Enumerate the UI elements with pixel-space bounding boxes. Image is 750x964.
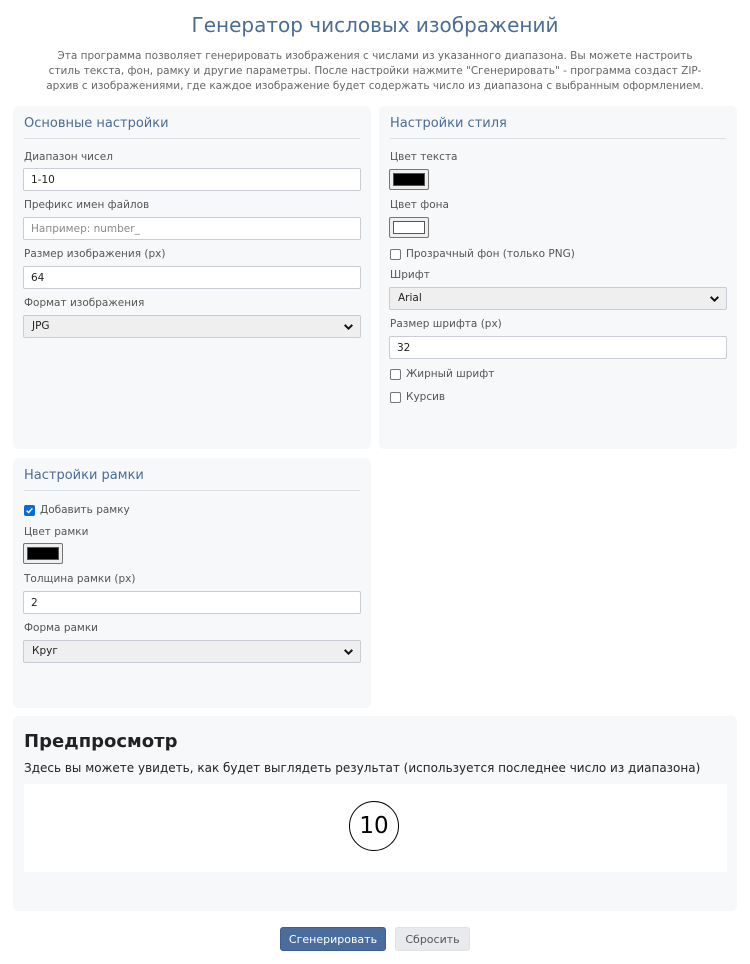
add-frame-option[interactable]	[24, 503, 130, 517]
chevron-down-icon	[708, 292, 721, 305]
bold-checkbox[interactable]	[390, 369, 401, 380]
intro-description: Эта программа позволяет генерировать изображения с числами из указанного диапазона. Вы можете настроить стиль текста, фон, рамку и другие параметры. После настройки нажмите "Сгенерировать" - программа создаст ZIP-архив с изображениями, где каждое изображение будет содержать число из диапазона с выбранным оформлением.	[46, 50, 704, 92]
text-color-label: Цвет текста	[390, 151, 458, 163]
format-select[interactable]	[23, 315, 361, 338]
preview-canvas	[24, 784, 727, 872]
shape-select[interactable]	[23, 640, 361, 663]
shape-select-value: Круг	[32, 645, 58, 657]
font-label: Шрифт	[390, 269, 430, 281]
text-color-swatch	[393, 173, 425, 186]
font-size-input[interactable]	[389, 336, 727, 359]
frame-settings-title: Настройки рамки	[24, 468, 360, 491]
add-frame-checkbox[interactable]	[24, 505, 35, 516]
font-select[interactable]	[389, 287, 727, 310]
add-frame-label: Добавить рамку	[40, 504, 130, 516]
style-settings-panel	[379, 106, 737, 449]
frame-color-picker[interactable]	[23, 543, 63, 564]
transparent-bg-option[interactable]	[390, 247, 575, 261]
basic-settings-title: Основные настройки	[24, 116, 360, 139]
size-input[interactable]	[23, 266, 361, 289]
shape-label: Форма рамки	[24, 622, 99, 634]
preview-number-image: 10	[349, 801, 399, 851]
frame-color-swatch	[27, 547, 59, 560]
italic-checkbox[interactable]	[390, 392, 401, 403]
page-title: Генератор числовых изображений	[191, 13, 559, 37]
format-label: Формат изображения	[24, 297, 145, 309]
text-color-picker[interactable]	[389, 169, 429, 190]
bg-color-swatch	[393, 221, 425, 234]
prefix-input[interactable]	[23, 217, 361, 240]
italic-label: Курсив	[406, 391, 446, 403]
thickness-label: Толщина рамки (px)	[24, 573, 136, 585]
prefix-label: Префикс имен файлов	[24, 199, 150, 211]
italic-option[interactable]	[390, 390, 445, 404]
font-select-value: Arial	[398, 292, 422, 304]
chevron-down-icon	[342, 645, 355, 658]
bg-color-picker[interactable]	[389, 217, 429, 238]
frame-settings-panel	[13, 458, 371, 708]
size-label: Размер изображения (px)	[24, 248, 166, 260]
basic-settings-panel	[13, 106, 371, 449]
checkmark-icon	[25, 506, 34, 515]
preview-panel	[13, 716, 737, 911]
thickness-input[interactable]	[23, 591, 361, 614]
font-size-label: Размер шрифта (px)	[390, 318, 502, 330]
transparent-bg-checkbox[interactable]	[390, 249, 401, 260]
preview-title: Предпросмотр	[24, 731, 178, 752]
bold-label: Жирный шрифт	[406, 368, 495, 380]
preview-description: Здесь вы можете увидеть, как будет выглядеть результат (используется последнее число из диапазона)	[24, 761, 701, 775]
range-input[interactable]	[23, 168, 361, 191]
range-label: Диапазон чисел	[24, 151, 113, 163]
chevron-down-icon	[342, 320, 355, 333]
style-settings-title: Настройки стиля	[390, 116, 726, 139]
transparent-bg-label: Прозрачный фон (только PNG)	[406, 248, 575, 260]
reset-button[interactable]: Сбросить	[395, 927, 470, 951]
generate-button[interactable]: Сгенерировать	[280, 927, 386, 951]
bold-option[interactable]	[390, 367, 494, 381]
frame-color-label: Цвет рамки	[24, 526, 89, 538]
format-select-value: JPG	[32, 320, 50, 332]
bg-color-label: Цвет фона	[390, 199, 449, 211]
